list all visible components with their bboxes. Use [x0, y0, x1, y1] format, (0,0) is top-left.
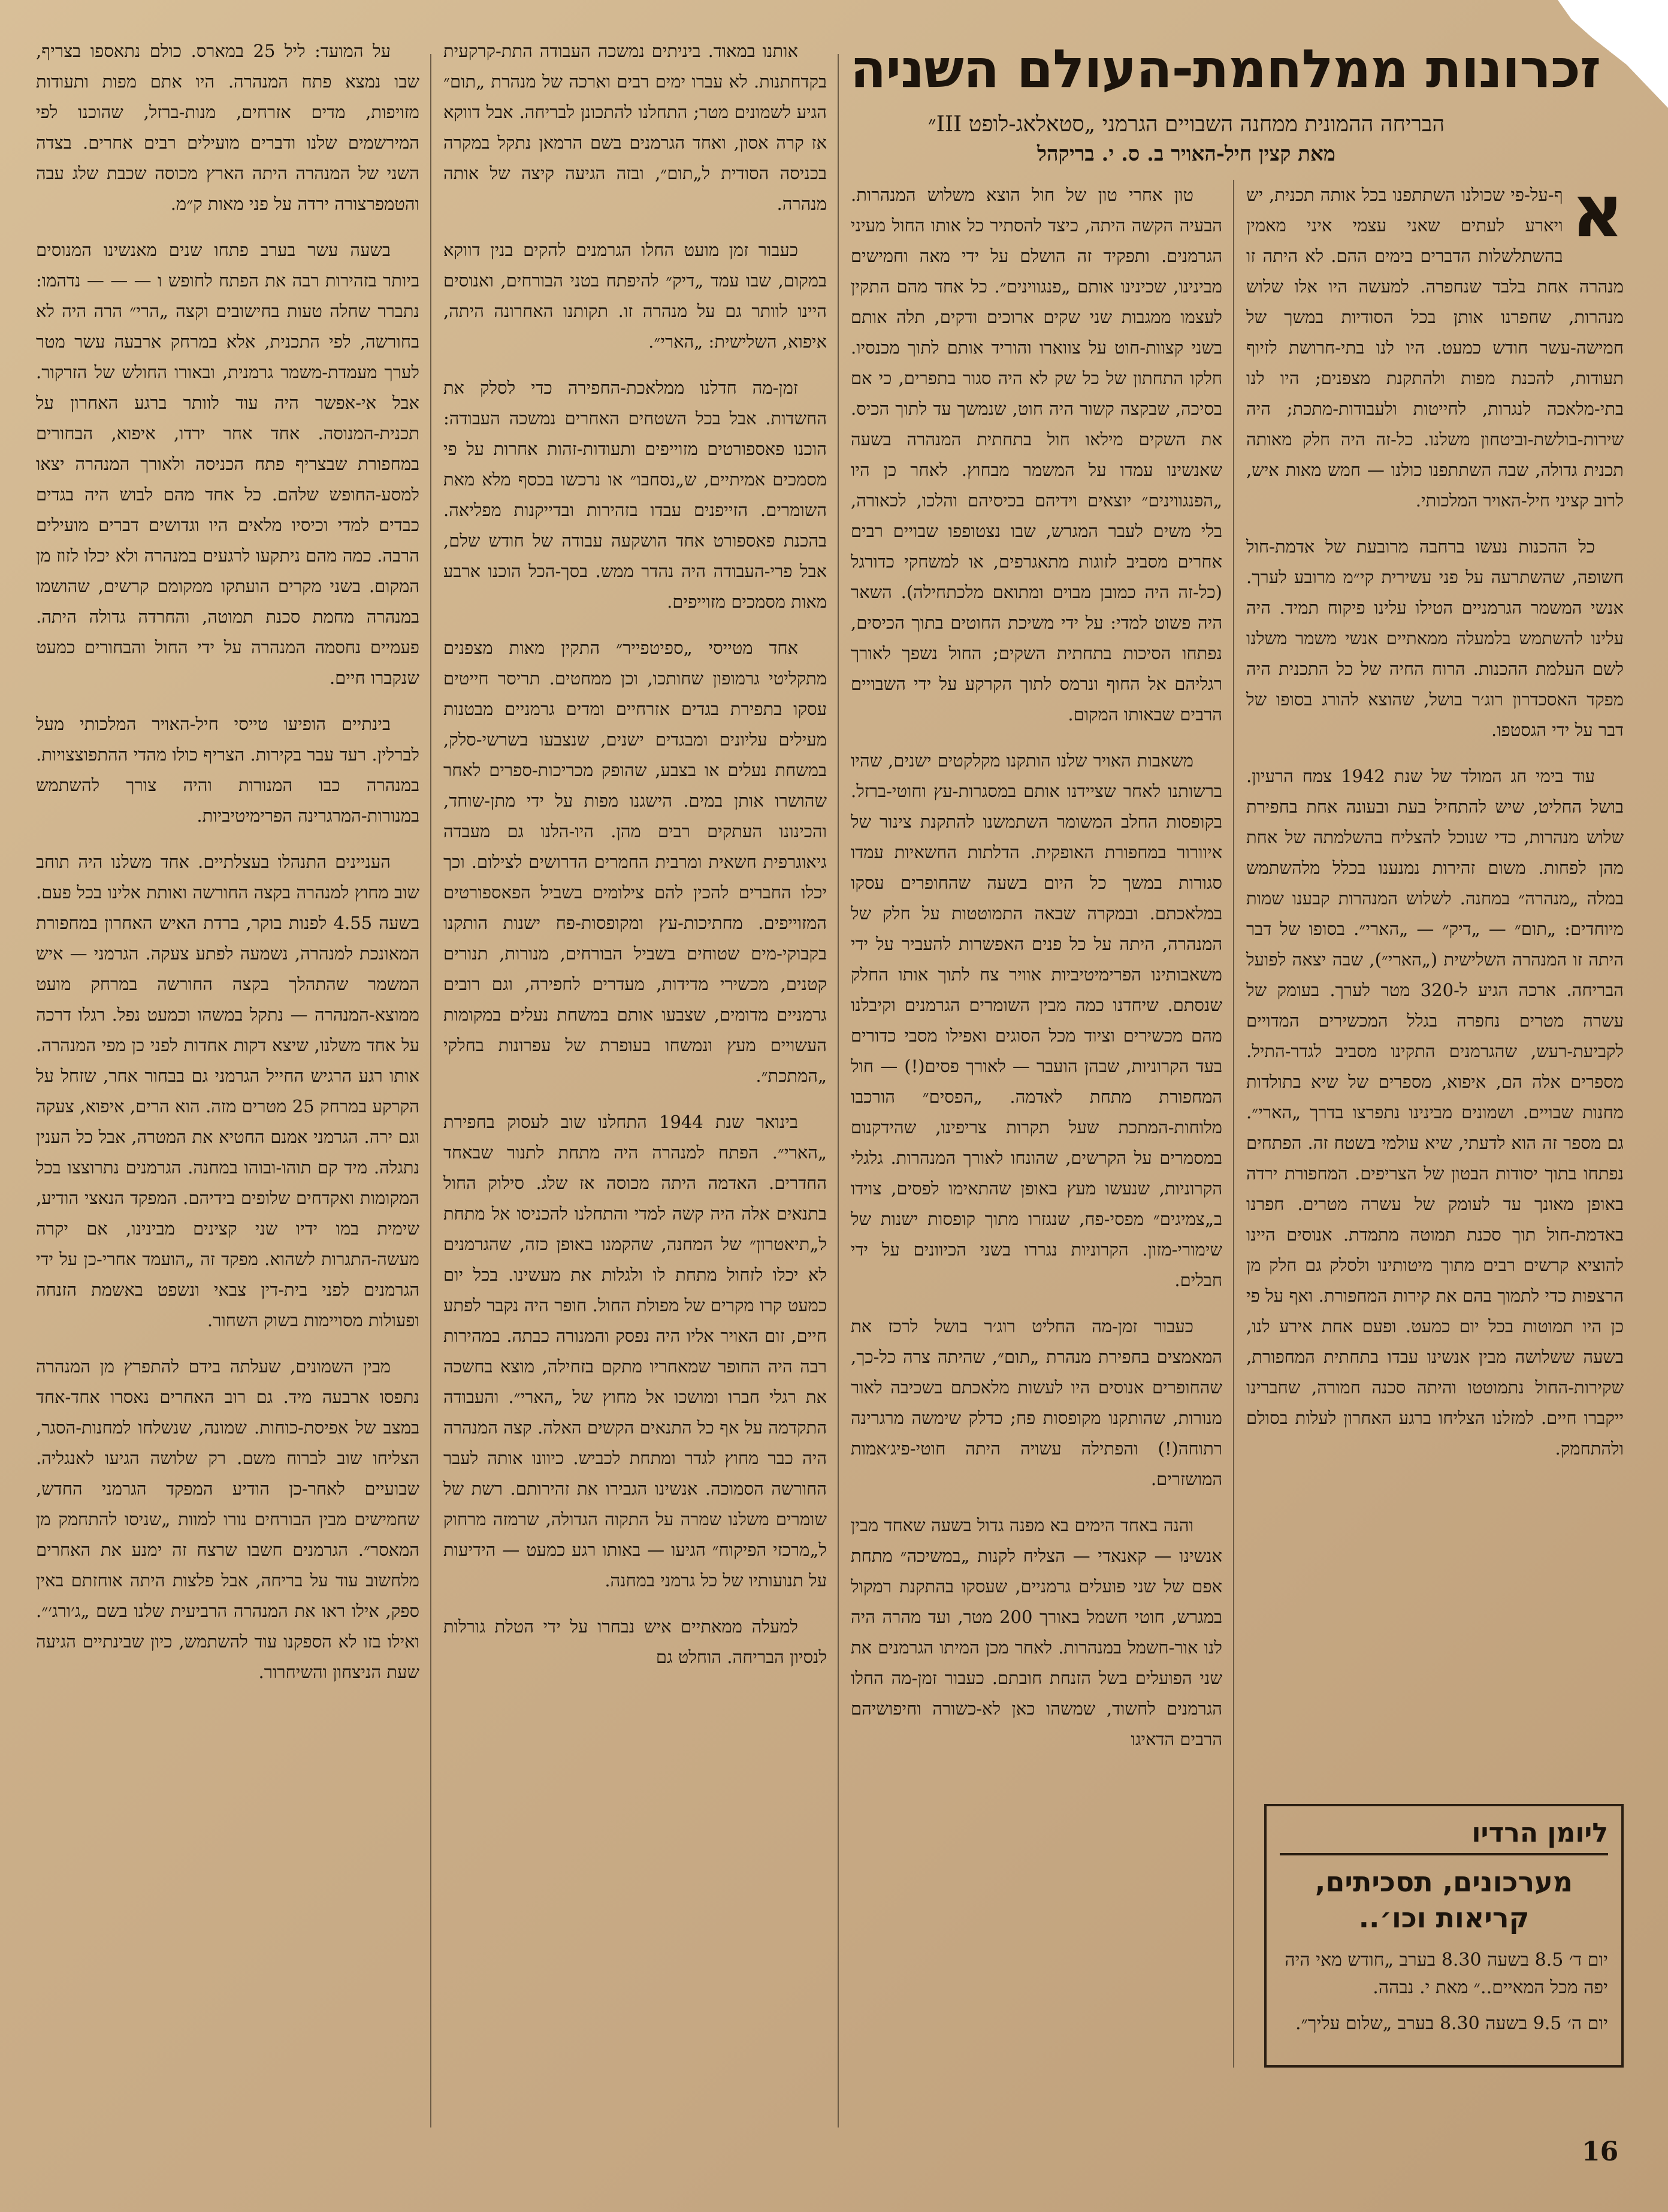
paragraph: בשעה עשר בערב פתחו שנים מאנשינו המנוסים ביותר בזהירות רבה את הפתח לחופש ו — — — נדהמו: נתברר שחלה טעות בחישובים וקצה „הרי״ הרה היה לא בחורשה, לפי התכנית, אלא במרחק ארבעה עשר מטר לערך מעמדת-משמר גרמנית, ובאורו החולש של הזרקור. אבל אי-אפשר היה עוד לוותר ברגע האחרון על תכנית-המנוסה. אחד אחר ירדו, איפוא, הבחורים במחפורת שבצריף פתח הכניסה ולאורך המנהרה יצאו למסע-החופש שלהם. כל אחד מהם לבוש היה בגדים כבדים למדי וכיסיו מלאים היו וגדושים דברים מועילים הרבה. כמה מהם ניתקעו לרגעים במנהרה ולא יכלו לזוז מן המקום. בשני מקרים הועתקו ממקומם קרשים, שהושמו במנהרה מחמת סכנת תמוטה, והחרדה גדולה היתה. פעמיים נחסמה המנהרה על ידי החול והבחורים כמעט שנקברו חיים. [36, 240, 419, 688]
paragraph: עוד בימי חג המולד של שנת 1942 צמח הרעיון. בושל החליט, שיש להתחיל בעת ובעונה אחת בחפירת שלוש מנהרות, כדי שנוכל להצליח בהשלמתה של אחת מהן לפחות. משום זהירות נמנענו בכלל מלהשתמש במלה „מנהרה״ במחנה. לשלוש המנהרות קבענו שמות מיוחדים: „תום״ — „דיק״ — „הארי״. בסופו של דבר היתה זו המנהרה השלישית („הארי״), שבה יצאה לפועל הבריחה. ארכה הגיע ל-320 מטר לערך. בעומק של עשרה מטרים נחפרה בגלל המכשירים המדויים לקביעת-רעש, שהגרמנים התקינו מסביב לגדר-התיל. מספרים אלה הם, איפוא, מספרים של שיא בתולדות מחנות שבויים. ושמונים מבינינו נתפרצו בדרך „הארי״. גם מספר זה הוא לדעתי, שיא עולמי בשטח זה. הפתחים נפתחו בתוך יסודות הבטון של הצריפים. המחפורת ירדה באופן מאונך עד לעומק של עשרה מטרים. חפרנו באדמת-חול תוך סכנת תמוטה מתמדת. אנוסים היינו להוציא קרשים רבים מתוך מיטותינו ולסלק גם חלק מן הרצפות כדי לתמוך בהם את קירות המחפורת. ואף על פי כן היו תמוטות בכל יום כמעט. ופעם אחת אירע לנו, בשעה ששלושה מבין אנשינו עבדו בתחתית המחפורת, שקירות-החול נתמוטטו והיתה סכנה חמורה, שחברינו ייקברו חיים. למזלנו הצליחו ברגע האחרון לעלות בסולם ולהתחמק. [1246, 766, 1624, 1459]
paragraph: כל ההכנות נעשו ברחבה מרובעת של אדמת-חול חשופה, שהשתרעה על פני עשירית קי״מ מרובע לערך. אנשי המשמר הגרמניים הטילו עלינו פיקוח תמיד. היה עלינו להשתמש בלמעלה ממאתיים אנשי משמר משלנו לשם העלמת ההכנות. הרוח החיה של כל התכנית היה מפקד האסכדרון רוג׳ר בושל, שהוצא להורג בסופו של דבר על ידי הגסטפו. [1246, 536, 1624, 740]
text-column-3 [443, 36, 827, 2127]
radio-subheading: מערכונים, תסכיתים, קריאות וכו׳.. [1315, 1866, 1573, 1934]
column-divider [1233, 180, 1234, 2068]
radio-heading: ליומן הרדיו [1280, 1817, 1608, 1855]
paragraph: בינתיים הופיעו טייסי חיל-האויר המלכותי מעל לברלין. רעד עבר בקירות. הצריף כולו מהדי ההתפוצצויות. במנהרה כבו המנורות והיה צורך להשתמש במנורות-המרגרינה הפרימיטיביות. [36, 714, 419, 826]
paragraph: אחד מטייסי „ספיטפייר״ התקין מאות מצפנים מתקליטי גרמופון שחותכו, וכן ממחטים. תריסר חייטים עסקו בתפירת בגדים אזרחיים ומדים גרמניים מבטנות מעילים עליונים ומבגדים ישנים, שנצבעו בשרשי-סלק, במשחת נעלים או בצבע, שהופק מכריכות-ספרים לאחר שהושרו אותן במים. הישגנו מפות על ידי מתן-שוחד, והכינונו העתקים רבים מהן. היו-הלנו גם מעבדה גיאוגרפית חשאית ומרבית החמרים הדרושים לצילום. וכך יכלו החברים להכין להם צילומים בשביל הפאספורטים המזוייפים. מחתיכות-עץ ומקופסות-פח ישנות הותקנו בקבוקי-מים שטוחים בשביל הבורחים, מנורות, תנורים קטנים, מכשירי מדידות, מעדרים לחפירה, וגם רובים גרמניים מדומים, שצבעו אותם במשחת נעלים במקומות העשויים מעץ ונמשחו בעופרת של עפרונות בחלקי „המתכת״. [443, 638, 827, 1086]
article-headline: זכרונות ממלחמת-העולם השניה [850, 38, 1601, 99]
paragraph: העניינים התנהלו בעצלתיים. אחד משלנו היה תוחב שוב מחוץ למנהרה בקצה החורשה ואותת אלינו בכל פעם. בשעה 4.55 לפנות בוקר, ברדת האיש האחרון במחפורת המאונכת למנהרה, נשמעה לפתע צעקה. הגרמני — איש המשמר שהתהלך בקצה החורשה במרחק מועט ממוצא-המנהרה — נתקל במשהו וכמעט נפל. רגלו דרכה על אחד משלנו, שיצא דקות אחדות לפני כן מפי המנהרה. אותו רגע הרגיש החייל הגרמני גם בבחור אחר, שזחל על הקרקע במרחק 25 מטרים מזה. הוא הרים, איפוא, צעקה וגם ירה. הגרמני אמנם החטיא את המטרה, אבל כל הענין נתגלה. מיד קם תוהו-ובוהו במחנה. הגרמנים נתרוצצו בכל המקומות ואקדחים שלופים בידיהם. המפקד הנאצי הודיע, שימית במו ידיו שני קצינים מבינינו, אם יקרה מעשה-התגרות לשהוא. מפקד זה „הועמד אחרי-כן על ידי הגרמנים לפני בית-דין צבאי ונשפט באשמת הזנחה ופעולות מסויימות בשוק השחור. [36, 852, 419, 1330]
paragraph: למעלה ממאתיים איש נבחרו על ידי הטלת גורלות לנסיון הבריחה. הוחלט גם [443, 1616, 827, 1667]
radio-listings-box [1264, 1804, 1624, 2068]
paragraph: כעבור זמן-מה החליט רוג׳ר בושל לרכז את המאמצים בחפירת מנהרת „תום״, שהיתה צרה כל-כך, שהחופרים אנוסים היו לעשות מלאכתם בשכיבה לאור מנורות, שהותקנו מקופסות פח; כדלק שימשה מרגרינה רתוחה(!) והפתילה עשויה היתה חוטי-פיג׳אמות המושזרים. [851, 1316, 1222, 1489]
article-byline: מאת קצין חיל-האויר ב. ס. י. בריקהל [1037, 142, 1335, 166]
text-column-2 [851, 180, 1222, 2127]
paragraph: כעבור זמן מועט החלו הגרמנים להקים בנין דווקא במקום, שבו עמד „דיק״ להיפתח בטני הבורחים, ואנוסים היינו לוותר גם על מנהרה זו. תקותנו האחרונה היתה, איפוא, השלישית: „הארי״. [443, 240, 827, 352]
paragraph: בינואר שנת 1944 התחלנו שוב לעסוק בחפירת „הארי״. הפתח למנהרה היה מתחת לתנור שבאחד החדרים. האדמה היתה מכוסה אז שלג. סילוק החול בתנאים אלה היה קשה למדי והתחלנו להכניסו אל מתחת ל„תיאטרון״ של המחנה, שהקמנו באופן כזה, שהגרמנים לא יכלו לזחול מתחת לו ולגלות את מעשינו. בכל יום כמעט קרו מקרים של מפולת החול. חופר היה נקבר לפתע חיים, זום האויר אליו היה נפסק והמנורה כבתה. במהירות רבה היה החופר שמאחריו מתקם בזחילה, מוצא בחשכה את רגלי חברו ומושכו אל מחוץ של „הארי״. והעבודה התקדמה על אף כל התנאים הקשים האלה. קצה המנהרה היה כבר מחוץ לגדר ומתחת לכביש. כיוונו אותה לעבר החורשה הסמוכה. אנשינו הגבירו את זהירותם. רשת של שומרים משלנו שמרה על התקוה הגדולה, שרמזה מרחוק ל„מרכזי הפיקוח״ הגיעו — באותו רגע כמעט — הידיעות על תנועותיו של כל גרמני במחנה. [443, 1112, 827, 1591]
column-divider [838, 54, 839, 2127]
text-column-1 [1246, 180, 1624, 1798]
column-divider [430, 54, 431, 2127]
page-number: 16 [1582, 2136, 1619, 2167]
radio-item: יום ה׳ 9.5 בשעה 8.30 בערב „שלום עליך״. [1295, 2013, 1608, 2034]
article-subtitle: הבריחה ההמונית ממחנה השבויים הגרמני „סטאלאג-לופט III״ [927, 112, 1445, 137]
paragraph: על המועד: ליל 25 במארס. כולם נתאספו בצריף, שבו נמצא פתח המנהרה. היו אתם מפות ותעודות מזויפות, מדים אזרחים, מנות-ברזל, שהוכנו לפי המירשמים שלנו ודברים מועילים רבים אחרים. בצדה השני של המנהרה היתה הארץ מכוסה שכבת שלג עבה והטמפרצורה ירדה על פני מאות ק״מ. [36, 41, 419, 214]
paragraph: אותנו במאוד. ביניתים נמשכה העבודה התת-קרקעית בקדחתנות. לא עברו ימים רבים וארכה של מנהרת „תום״ הגיע לשמונים מטר; התחלנו להתכונן לבריחה. אבל דווקא אז קרה אסון, ואחד הגרמנים בשם הרמאן נתקל במקרה בכניסה הסודית ל„תום״, ובזה הגיעה קיצה של אותה מנהרה. [443, 41, 827, 214]
text-column-4 [36, 36, 419, 2127]
paragraph: והנה באחד הימים בא מפנה גדול בשעה שאחד מבין אנשינו — קאנאדי — הצליח לקנות „במשיכה״ מתחת אפם של שני פועלים גרמניים, שעסקו בהתקנת רמקול במגרש, חוטי חשמל באורך 200 מטר, ועד מהרה היה לנו אור-חשמל במנהרות. לאחר מכן המיתו הגרמנים את שני הפועלים בשל הזנחת חובתם. כעבור זמן-מה החלו הגרמנים לחשוד, שמשהו כאן לא-כשורה וחיפושיהם הרבים הדאיגו [851, 1515, 1222, 1749]
paragraph: טון אחרי טון של חול הוצא משלוש המנהרות. הבעיה הקשה היתה, כיצד להסתיר כל אותו החול מעיני הגרמנים. ותפקיד זה הושלם על ידי מאה וחמישים מבינינו, שכינינו אותם „פנגווינים״. כל אחד מהם התקין לעצמו ממגבות שני שקים ארוכים ודקים, תלה אותם בשני קצוות-חוט על צווארו והוריד אותם לתוך מכנסיו. חלקו התחתון של כל שק לא היה סגור בתפרים, כי אם בסיכה, שבקצה קשור היה חוט, שנמשך עד לתוך הכיס. את השקים מילאו חול בתחתית המנהרה בשעה שאנשינו עמדו על המשמר מבחוץ. לאחר כן היו „הפנגווינים״ יוצאים וידיהם בכיסיהם והלכו, לכאורה, בלי משים לעבר המגרש, שבו נצטופפו שבויים רבים אחרים מסביב לזוגות מתאגרפים, או למשחקי כדורגל (כל-זה היה כמובן מבוים ומתואם מלכתחילה). השאר היה פשוט למדי: על ידי משיכת החוטים בתוך הכיסים, נפתחו הסיכות בתחתית השקים; החול נשפך לאורך רגליהם אל החוף ונרמס לתוך הקרקע על ידי השבויים הרבים שבאותו המקום. [851, 185, 1222, 725]
paragraph: מבין השמונים, שעלתה בידם להתפרץ מן המנהרה נתפסו ארבעה מיד. גם רוב האחרים נאסרו אחד-אחד במצב של אפיסת-כוחות. שמונה, שנשלחו למחנות-הסגר, הצליחו שוב לברוח משם. רק שלושה הגיעו לאנגליה. שבועיים לאחר-כן הודיע המפקד הגרמני החדש, שחמישים מבין הבורחים נורו למוות „שניסו להתחמק מן המאסר״. הגרמנים חשבו שרצח זה ימנע את האחרים מלחשוב עוד על בריחה, אבל פלצות היתה אוחזתם באין ספק, אילו ראו את המנהרה הרביעית שלנו בשם „ג׳ורג׳״. ואילו בזו לא הספקנו עוד להשתמש, כיון שבינתיים הגיעה שעת הניצחון והשיחרור. [36, 1356, 419, 1682]
paragraph: ף-על-פי שכולנו השתתפנו בכל אותה תכנית, יש ויארע לעתים שאני עצמי איני מאמין בהשתלשלות הדברים בימים ההם. לא היתה זו מנהרה אחת בלבד שנחפרה. למעשה היו אלו שלוש מנהרות, שחפרנו אותן בכל הסודיות במשך של חמישה-עשר חודש כמעט. היו לנו בתי-חרושת לזיוף תעודות, להכנת מפות ולהתקנת מצפנים; היו לנו בתי-מלאכה לנגרות, לחייטות ולעבודות-מתכת; היה שירות-בולשת-וביטחון משלנו. כל-זה היה חלק מאותה תכנית גדולה, שבה השתתפנו כולנו — חמש מאות איש, לרוב קציני חיל-האויר המלכותי. [1246, 185, 1624, 511]
paragraph: משאבות האויר שלנו הותקנו מקלקטים ישנים, שהיו ברשותנו לאחר שציידנו אותם במסגרות-עץ וחוטי-ברזל. בקופסות החלב המשומר השתמשנו להתקנת צינור של איוורור במחפורת האופקית. הדלתות החשאיות עמדו סגורות במשך כל היום בשעה שהחופרים עסקו במלאכתם. ובמקרה שבאה התמוטטות על חלק של המנהרה, היתה על כל פנים האפשרות להעביר על ידי משאבותינו הפרימיטיביות אוויר צח לתוך אותו החלק שנסתם. שיחדנו כמה מבין השומרים הגרמנים וקיבלנו מהם מכשירים וציוד מכל הסוגים ואפילו מסבי כדורים בעד הקרוניות, שבהן הועבר — לאורך פסים(!) — חול המחפורת מתחת לאדמה. „הפסים״ הורכבו מלוחות-המתכת שעל תקרות צריפינו, שהידקנום במסמרים על הקרשים, שהונחו לאורך המנהרות. גלגלי הקרוניות, שנעשו מעץ באופן שהתאימו לפסים, צוידו ב„צמיגים״ מפסי-פח, שנגזרו מתוך קופסות ישנות של שימורי-מזון. הקרוניות נגררו בשני הכיוונים על ידי חבלים. [851, 750, 1222, 1290]
drop-cap: א [1571, 180, 1624, 254]
paragraph: זמן-מה חדלנו ממלאכת-החפירה כדי לסלק את החשדות. אבל בכל השטחים האחרים נמשכה העבודה: הוכנו פאספורטים מזוייפים ותעודות-זהות אחרות על פי מסמכים אמיתיים, ש„נסחבו״ או נרכשו בכסף מלא מאת השומרים. הזייפנים עבדו בזהירות ובדייקנות מפליאה. בהכנת פאספורט אחד הושקעה עבודה של חודש שלם, אבל פרי-העבודה היה נהדר ממש. בסך-הכל הוכנו ארבע מאות מסמכים מזוייפים. [443, 378, 827, 612]
radio-item: יום ד׳ 8.5 בשעה 8.30 בערב „חודש מאי היה יפה מכל המאיים..״ מאת י. נבהה. [1285, 1950, 1608, 1998]
